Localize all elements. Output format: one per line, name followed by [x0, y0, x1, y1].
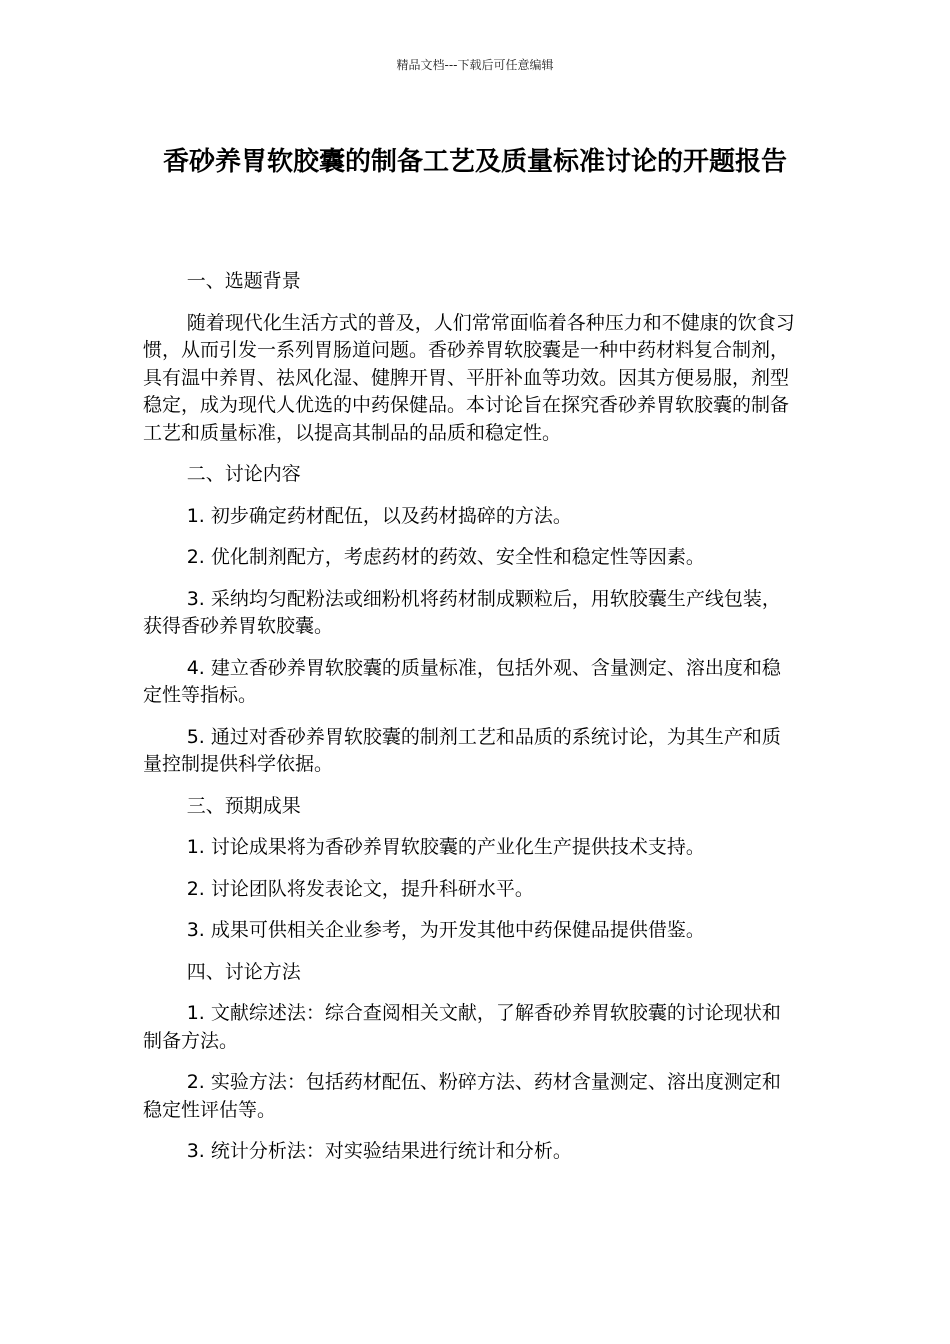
- document-title: 香砂养胃软胶囊的制备工艺及质量标准讨论的开题报告: [162, 147, 787, 177]
- section-heading-outcomes: 三、预期成果: [186, 794, 301, 817]
- section-heading-methods: 四、讨论方法: [186, 960, 301, 983]
- content-item-1: 1. 初步确定药材配伍，以及药材捣碎的方法。: [186, 504, 572, 527]
- content-item-3: 3. 采纳均匀配粉法或细粉机将药材制成颗粒后，用软胶囊生产线包装，获得香砂养胃软胶囊。: [143, 587, 781, 637]
- content-item-5: 5. 通过对香砂养胃软胶囊的制剂工艺和品质的系统讨论，为其生产和质量控制提供科学依据。: [143, 725, 781, 775]
- content-item-2: 2. 优化制剂配方，考虑药材的药效、安全性和稳定性等因素。: [186, 546, 705, 568]
- section-heading-content: 二、讨论内容: [186, 463, 301, 485]
- method-item-1: 1. 文献综述法：综合查阅相关文献，了解香砂养胃软胶囊的讨论现状和制备方法。: [143, 1002, 781, 1052]
- method-item-2: 2. 实验方法：包括药材配伍、粉碎方法、药材含量测定、溶出度测定和稳定性评估等。: [143, 1071, 781, 1121]
- method-item-3: 3. 统计分析法：对实验结果进行统计和分析。: [186, 1140, 572, 1162]
- page-header: 精品文档---下载后可任意编辑: [396, 58, 554, 72]
- content-item-4: 4. 建立香砂养胃软胶囊的质量标准，包括外观、含量测定、溶出度和稳定性等指标。: [143, 656, 781, 706]
- outcome-item-1: 1. 讨论成果将为香砂养胃软胶囊的产业化生产提供技术支持。: [186, 836, 705, 858]
- background-paragraph: 随着现代化生活方式的普及，人们常常面临着各种压力和不健康的饮食习惯，从而引发一系列胃肠道问题。香砂养胃软胶囊是一种中药材料复合制剂，具有温中养胃、祛风化湿、健脾开胃、平肝补血等功效。因其方便易服，剂型稳定，成为现代人优选的中药保健品。本讨论旨在探究香砂养胃软胶囊的制备工艺和质量标准，以提高其制品的品质和稳定性。: [143, 311, 795, 444]
- section-heading-background: 一、选题背景: [186, 270, 301, 292]
- outcome-item-2: 2. 讨论团队将发表论文，提升科研水平。: [186, 877, 534, 900]
- outcome-item-3: 3. 成果可供相关企业参考，为开发其他中药保健品提供借鉴。: [186, 919, 705, 941]
- document-body: [143, 268, 797, 1180]
